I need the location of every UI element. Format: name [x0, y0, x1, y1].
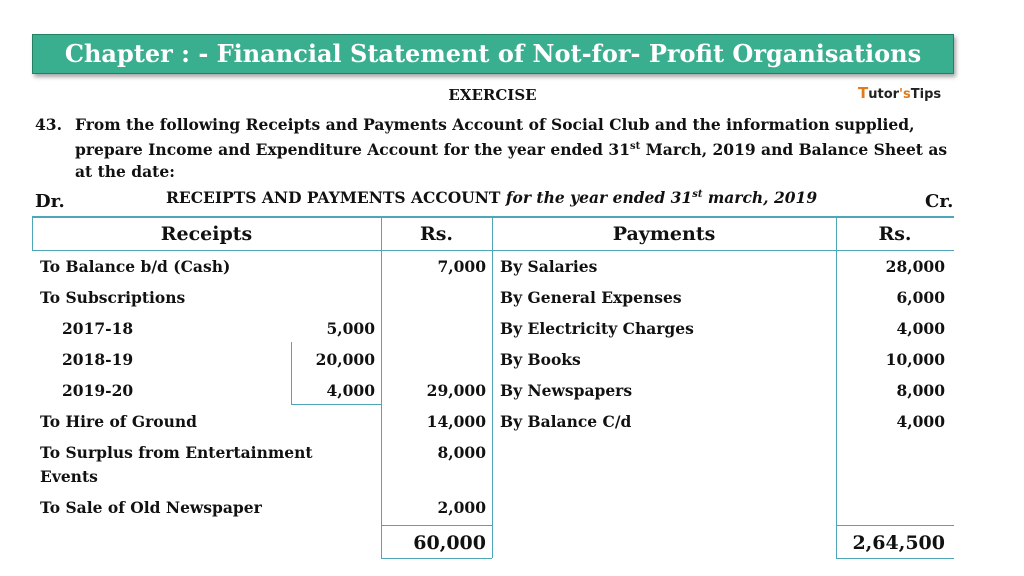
header-receipts: Receipts	[160, 223, 253, 245]
subscriptions-bracket-vertical	[291, 342, 292, 404]
subscriptions-bracket-bottom	[291, 404, 381, 405]
receipt-amount: 14,000	[426, 412, 486, 431]
payment-label: By Electricity Charges	[500, 319, 694, 338]
left-total-top-rule	[381, 525, 492, 526]
receipts-payments-divider	[492, 216, 493, 558]
receipt-label: To Surplus from Entertainment	[40, 443, 313, 462]
payment-label: By Balance C/d	[500, 412, 632, 431]
right-total-top-rule	[836, 525, 954, 526]
payment-amount: 8,000	[896, 381, 945, 400]
payment-amount: 10,000	[885, 350, 945, 369]
receipt-amount: 8,000	[437, 443, 486, 462]
header-rs-right: Rs.	[878, 223, 912, 245]
question-text: 43. From the following Receipts and Payments Account of Social Club and the information supplied, prepare Income and Expenditure Account for the year ended 31st March, 2019 and Balance Sheet as at the date:	[35, 115, 948, 182]
payments-total: 2,64,500	[852, 532, 945, 554]
payment-label: By Salaries	[500, 257, 598, 276]
payment-label: By Books	[500, 350, 581, 369]
account-title: RECEIPTS AND PAYMENTS ACCOUNT for the year ended 31st march, 2019	[166, 188, 818, 207]
receipts-total: 60,000	[413, 532, 486, 554]
payment-label: By Newspapers	[500, 381, 633, 400]
receipt-amount: 29,000	[426, 381, 486, 400]
table-header-rule	[32, 250, 954, 251]
header-payments: Payments	[612, 223, 716, 245]
receipt-sublabel: 2019-20	[62, 381, 134, 400]
receipt-amount: 7,000	[437, 257, 486, 276]
receipt-label-continued: Events	[40, 467, 98, 486]
question-number: 43.	[35, 115, 62, 134]
receipt-label: To Subscriptions	[40, 288, 186, 307]
debit-label: Dr.	[35, 191, 65, 212]
receipts-rs-divider	[381, 216, 382, 558]
receipt-amount: 2,000	[437, 498, 486, 517]
right-total-bottom-rule	[836, 558, 954, 559]
header-rs-left: Rs.	[419, 223, 454, 245]
tutors-tips-logo: Tutor'sTips	[858, 84, 942, 102]
chapter-banner	[32, 34, 954, 74]
chapter-title: Chapter : - Financial Statement of Not-for- Profit Organisations	[64, 39, 922, 68]
exercise-heading: EXERCISE	[448, 86, 537, 104]
receipt-subamount: 4,000	[326, 381, 375, 400]
receipt-subamount: 20,000	[315, 350, 375, 369]
receipt-subamount: 5,000	[326, 319, 375, 338]
receipt-sublabel: 2018-19	[62, 350, 134, 369]
receipt-sublabel: 2017-18	[62, 319, 134, 338]
receipt-label: To Sale of Old Newspaper	[40, 498, 262, 517]
receipt-label: To Balance b/d (Cash)	[40, 257, 231, 276]
payment-amount: 4,000	[896, 412, 945, 431]
credit-label: Cr.	[925, 191, 954, 212]
payment-label: By General Expenses	[500, 288, 682, 307]
payment-amount: 4,000	[896, 319, 945, 338]
receipt-label: To Hire of Ground	[40, 412, 197, 431]
payment-amount: 6,000	[896, 288, 945, 307]
left-total-bottom-rule	[381, 558, 492, 559]
payment-amount: 28,000	[885, 257, 945, 276]
payments-rs-divider	[836, 216, 837, 558]
